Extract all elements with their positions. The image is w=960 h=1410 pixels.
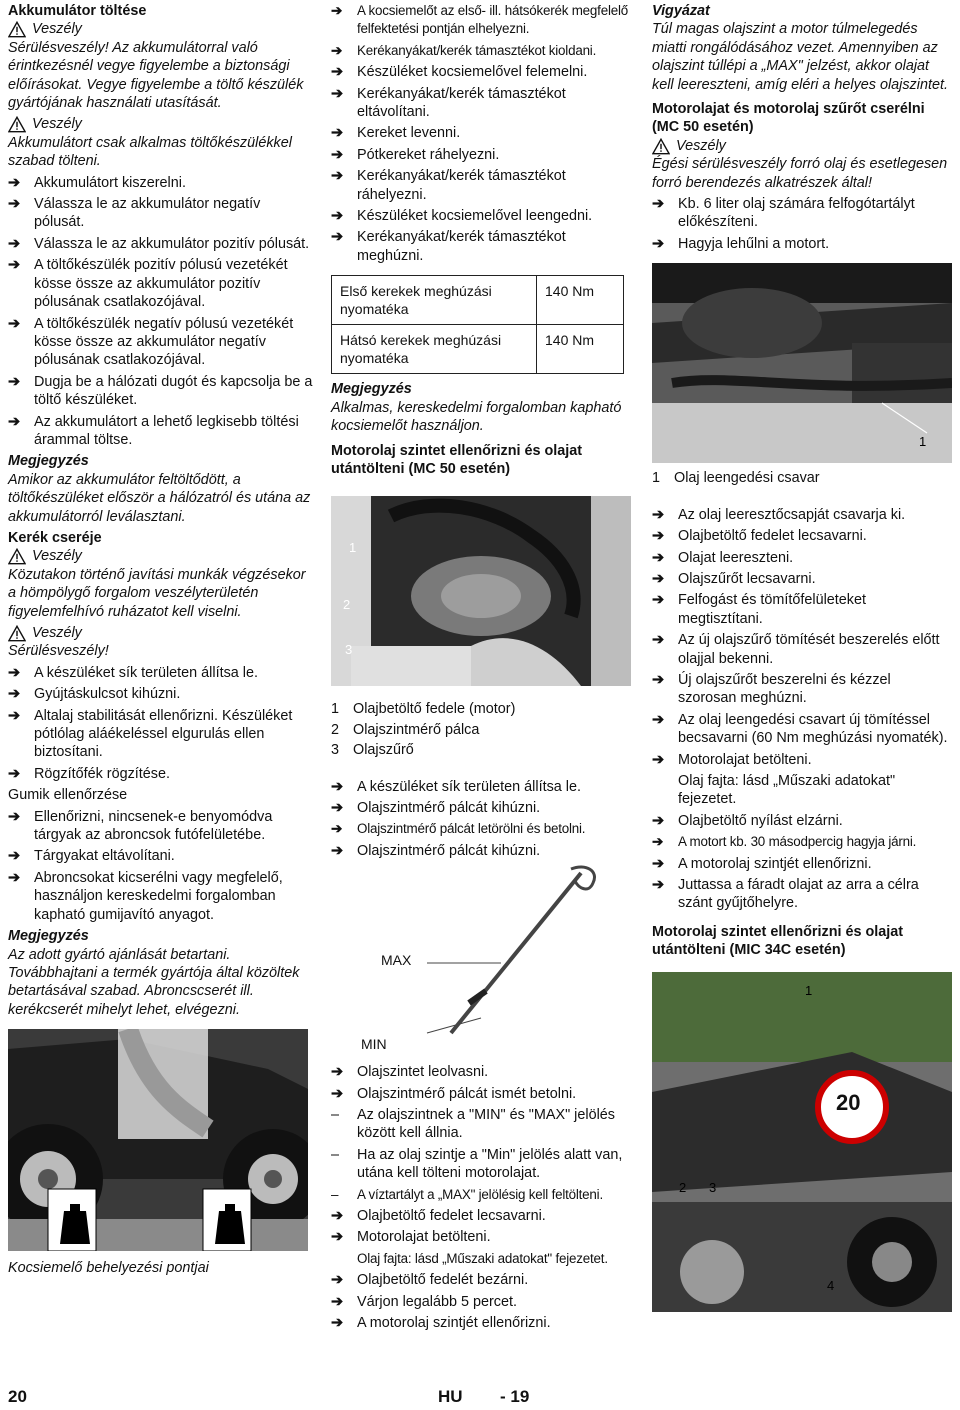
step-item: ➔ Az olaj leengedési csavart új tömítéssel becsavarni (60 Nm meghúzási nyomaték). [652, 711, 948, 747]
dipstick-illustration [331, 863, 631, 1063]
arrow-right-icon: ➔ [331, 1208, 344, 1224]
step-item: ➔ Az akkumulátort a lehető legkisebb töltési árammal töltse. [8, 413, 299, 448]
step-item: ➔ Tárgyakat eltávolítani. [8, 848, 175, 865]
step-item: ➔ A töltőkészülék pozitív pólusú vezetékét kösse össze az akkumulátor pozitív pólusának csatlakozójával. [8, 257, 288, 311]
torque-table [331, 275, 624, 374]
callout-label: 2 [679, 1179, 687, 1195]
step-item: ➔ Hagyja lehűlni a motort. [652, 235, 830, 252]
arrow-right-icon: ➔ [652, 506, 665, 523]
arrow-right-icon: ➔ [331, 821, 343, 837]
legend-item: 1 Olaj leengedési csavar [652, 470, 820, 487]
step-item: ➔ Olajszintmérő pálcát ismét betolni. [331, 1085, 577, 1102]
column-right [652, 2, 952, 1312]
photo-legend [331, 700, 633, 759]
arrow-right-icon: ➔ [331, 64, 344, 81]
step-list [331, 778, 633, 861]
step-item: ➔ Olajszűrőt lecsavarni. [652, 570, 816, 587]
min-label: MIN [361, 1036, 387, 1053]
oil-type-text: Olaj fajta: lásd „Műszaki adatokat" fejezetet. [678, 772, 896, 808]
arrow-right-icon: ➔ [652, 834, 664, 850]
underside-photo-illustration [652, 263, 952, 463]
arrow-right-icon: ➔ [652, 235, 665, 252]
table-row [332, 276, 624, 325]
max-label: MAX [381, 952, 412, 969]
caution-text: Túl magas olajszint a motor túlmelegedés miatti rongálódásához vezet. Amennyiben az olajszint túllépi a „MAX" jelzést, akkor olajat kell leereszteni, amíg eléri a helyes olajszintet. [652, 21, 948, 93]
mic-engine-photo [652, 972, 952, 1312]
step-item: ➔ Várjon legalább 5 percet. [331, 1293, 518, 1310]
arrow-right-icon: ➔ [8, 765, 21, 782]
warning-label: Veszély [8, 20, 313, 38]
arrow-right-icon: ➔ [8, 848, 21, 865]
step-list [8, 174, 313, 450]
step-item: ➔ Olajbetöltő fedelét bezárni. [331, 1272, 529, 1289]
note-heading: Megjegyzés [8, 453, 89, 470]
arrow-right-icon: ➔ [652, 549, 665, 566]
callout-label: 3 [345, 642, 353, 658]
warning-text: Sérülésveszély! [8, 643, 109, 660]
step-list [331, 2, 633, 265]
dipstick-diagram [331, 863, 631, 1063]
step-list [652, 195, 952, 253]
step-item: ➔ Az új olajszűrő tömítését beszerelés előtt olajjal bekenni. [652, 632, 940, 667]
step-item: ➔ A motorolaj szintjét ellenőrizni. [331, 1315, 551, 1332]
dash-item: – A víztartályt a „MAX" jelölésig kell feltölteni. [331, 1186, 603, 1202]
table-cell: 140 Nm [537, 325, 624, 374]
arrow-right-icon: ➔ [652, 570, 665, 587]
arrow-right-icon: ➔ [331, 229, 344, 246]
step-item: ➔ Abroncsokat kicserélni vagy megfelelő, használjon kereskedelmi forgalomban kapható gumijavító anyagot. [8, 869, 283, 923]
arrow-right-icon: ➔ [331, 1272, 344, 1289]
column-left [8, 2, 313, 1281]
table-cell: Hátsó kerekek meghúzási nyomatéka [332, 325, 537, 374]
step-item: ➔ Olajat leereszteni. [652, 549, 794, 566]
step-list [331, 1063, 633, 1332]
arrow-right-icon: ➔ [8, 808, 21, 825]
step-item: ➔ Kerékanyákat/kerék támasztékot meghúzni. [331, 229, 566, 264]
wheel-change-heading: Kerék cseréje [8, 529, 102, 546]
step-list [8, 808, 313, 924]
callout-label: 1 [919, 434, 927, 450]
arrow-right-icon: ➔ [8, 196, 21, 213]
step-item: ➔ Kb. 6 liter olaj számára felfogótartályt előkészíteni. [652, 196, 915, 231]
table-cell: 140 Nm [537, 276, 624, 325]
arrow-right-icon: ➔ [331, 1293, 344, 1310]
callout-label: 3 [709, 1179, 717, 1195]
photo-caption: Kocsiemelő behelyezési pontjai [8, 1260, 209, 1277]
arrow-right-icon: ➔ [652, 196, 665, 213]
step-item: ➔ Motorolajat betölteni. [652, 751, 812, 768]
arrow-right-icon: ➔ [331, 125, 344, 142]
arrow-right-icon: ➔ [652, 855, 665, 872]
table-cell: Első kerekek meghúzási nyomatéka [332, 276, 537, 325]
note-text: Az adott gyártó ajánlását betartani. Továbbhajtani a termék gyártója által közöltek betartásával szabad. Abroncscserét ill. kerékcserét mihelyt lehet, elvégezni. [8, 946, 300, 1018]
arrow-right-icon: ➔ [331, 42, 343, 58]
mic-photo-illustration [652, 972, 952, 1312]
warning-text: Égési sérülésveszély forró olaj és esetlegesen forró berendezés alkatrészek által! [652, 156, 948, 191]
note-heading: Megjegyzés [331, 381, 412, 398]
arrow-right-icon: ➔ [8, 315, 21, 332]
vehicle-photo-illustration [8, 1029, 308, 1251]
step-item: ➔ Készüléket kocsiemelővel leengedni. [331, 208, 593, 225]
arrow-right-icon: ➔ [8, 174, 21, 191]
tyre-check-heading: Gumik ellenőrzése [8, 787, 128, 804]
step-item: ➔ Válassza le az akkumulátor negatív pólusát. [8, 196, 261, 231]
arrow-right-icon: ➔ [331, 146, 344, 163]
callout-label: 1 [805, 982, 813, 998]
step-item: ➔ Rögzítőfék rögzítése. [8, 765, 170, 782]
step-item: ➔ A kocsiemelőt az első- ill. hátsókerék megfelelő felfektetési pontján elhelyezni. [331, 3, 628, 37]
arrow-right-icon: ➔ [331, 168, 344, 185]
battery-heading: Akkumulátor töltése [8, 3, 147, 19]
warning-triangle-icon [8, 116, 26, 133]
page-number-left: 20 [8, 1387, 27, 1406]
step-item: ➔ Új olajszűrőt beszerelni és kézzel szorosan meghúzni. [652, 671, 891, 707]
engine-photo [331, 496, 631, 686]
page-number-right: - 19 [500, 1387, 530, 1406]
note-text: Alkalmas, kereskedelmi forgalomban kapható kocsiemelőt használjon. [331, 399, 622, 435]
arrow-right-icon: ➔ [652, 711, 665, 728]
warning-label: Veszély [8, 547, 313, 565]
step-item: ➔ Kerékanyákat/kerék támasztékot ráhelyezni. [331, 168, 566, 203]
arrow-right-icon: ➔ [331, 1315, 344, 1332]
arrow-right-icon: ➔ [8, 235, 21, 252]
legend-item: 2 Olajszintmérő pálca [331, 721, 480, 738]
step-item: ➔ Olajbetöltő fedelet lecsavarni. [331, 1208, 546, 1224]
arrow-right-icon: ➔ [652, 592, 665, 609]
arrow-right-icon: ➔ [652, 812, 665, 829]
step-item: ➔ Ellenőrizni, nincsenek-e benyomódva tárgyak az abroncsok futófelületébe. [8, 808, 273, 844]
engine-photo-illustration [331, 496, 631, 686]
arrow-right-icon: ➔ [8, 257, 21, 274]
arrow-right-icon: ➔ [331, 3, 343, 18]
jack-points-photo [8, 1029, 308, 1251]
callout-label: 2 [343, 597, 351, 613]
legend-item: 1 Olajbetöltő fedele (motor) [331, 701, 516, 718]
arrow-right-icon: ➔ [652, 751, 665, 768]
step-item: ➔ Olajszintmérő pálcát kihúzni. [331, 799, 541, 816]
step-item: ➔ Olajbetöltő nyílást elzárni. [652, 812, 843, 829]
step-item: ➔ Kereket levenni. [331, 125, 461, 142]
step-item: ➔ Akkumulátort kiszerelni. [8, 174, 186, 191]
callout-label: 1 [349, 540, 357, 556]
step-item: ➔ Válassza le az akkumulátor pozitív pólusát. [8, 235, 310, 252]
photo-legend [652, 469, 952, 487]
arrow-right-icon: ➔ [652, 632, 665, 649]
oil-change-heading: Motorolajat és motorolaj szűrőt cserélni (MC 50 esetén) [652, 101, 925, 136]
step-item: ➔ Felfogást és tömítőfelületeket megtisztítani. [652, 592, 866, 627]
step-item: ➔ Olajbetöltő fedelet lecsavarni. [652, 528, 867, 545]
step-item: ➔ Olajszintet leolvasni. [331, 1064, 489, 1081]
step-item: ➔ A készüléket sík területen állítsa le. [331, 778, 581, 795]
warning-label: Veszély [652, 137, 952, 155]
step-item: ➔ Dugja be a hálózati dugót és kapcsolja be a töltő készüléket. [8, 373, 313, 409]
oil-type-text: Olaj fajta: lásd „Műszaki adatokat" fejezetet. [357, 1250, 608, 1266]
callout-label: 4 [827, 1277, 835, 1293]
warning-label: Veszély [8, 624, 313, 642]
arrow-right-icon: ➔ [8, 664, 21, 681]
note-text: Amikor az akkumulátor feltöltődött, a töltőkészüléket először a hálózatról és utána az akkumulátorról leválasztani. [8, 471, 311, 525]
arrow-right-icon: ➔ [331, 208, 344, 225]
warning-text: Sérülésveszély! Az akkumulátorral való érintkezésnél vegye figyelembe a biztonsági előírásokat. Vegye figyelembe a töltő készülék gyártójának használati utasítását. [8, 39, 304, 112]
step-item: ➔ Készüléket kocsiemelővel felemelni. [331, 64, 588, 81]
step-list [652, 506, 952, 913]
language-code: HU [438, 1387, 463, 1406]
arrow-right-icon: ➔ [331, 1229, 344, 1246]
step-item: ➔ Juttassa a fáradt olajat az arra a célra szánt gyűjtőhelyre. [652, 877, 919, 912]
arrow-right-icon: ➔ [331, 778, 344, 795]
arrow-right-icon: ➔ [8, 413, 21, 430]
mic-oil-heading: Motorolaj szintet ellenőrizni és olajat utántölteni (MIC 34C esetén) [652, 923, 904, 959]
dash-item: – Ha az olaj szintje a "Min" jelölés alatt van, utána kell tölteni motorolajat. [331, 1146, 623, 1182]
caution-heading: Vigyázat [652, 3, 710, 19]
oil-check-heading: Motorolaj szintet ellenőrizni és olajat utántölteni (MC 50 esetén) [331, 442, 583, 477]
warning-triangle-icon [8, 548, 26, 565]
step-item: ➔ A készüléket sík területen állítsa le. [8, 664, 258, 681]
arrow-right-icon: ➔ [8, 869, 21, 886]
warning-triangle-icon [8, 625, 26, 642]
arrow-right-icon: ➔ [8, 373, 21, 390]
warning-triangle-icon [652, 138, 670, 155]
warning-label: Veszély [8, 115, 313, 133]
column-middle [331, 2, 633, 1335]
arrow-right-icon: ➔ [8, 686, 21, 703]
step-item: ➔ Az olaj leeresztőcsapját csavarja ki. [652, 506, 906, 523]
legend-item: 3 Olajszűrő [331, 742, 414, 759]
arrow-right-icon: ➔ [331, 1064, 344, 1081]
drain-plug-photo [652, 263, 952, 463]
arrow-right-icon: ➔ [331, 1085, 344, 1102]
arrow-right-icon: ➔ [331, 85, 344, 102]
step-item: ➔ Olajszintmérő pálcát letörölni és betolni. [331, 820, 633, 838]
arrow-right-icon: ➔ [652, 877, 665, 893]
arrow-right-icon: ➔ [652, 671, 665, 688]
arrow-right-icon: ➔ [331, 842, 344, 859]
step-item: ➔ A töltőkészülék negatív pólusú vezetékét kösse össze az akkumulátor negatív pólusának csatlakozójával. [8, 315, 294, 369]
step-item: ➔ A motort kb. 30 másodpercig hagyja járni. [652, 833, 952, 851]
warning-text: Közutakon történő javítási munkák végzésekor a hömpölygő forgalom veszélyterületén figyelemfelhívó ruházatot kell viselni. [8, 566, 306, 620]
dash-item: – Az olajszintnek a "MIN" és "MAX" jelölés között kell állnia. [331, 1106, 615, 1142]
step-item: ➔ Kerékanyákat/kerék támasztékot eltávolítani. [331, 85, 566, 121]
speed-sign-text: 20 [836, 1089, 861, 1115]
step-item: ➔ Pótkereket ráhelyezni. [331, 146, 500, 163]
arrow-right-icon: ➔ [652, 528, 665, 545]
step-item: ➔ Motorolajat betölteni. [331, 1229, 491, 1246]
step-item: ➔ Gyújtáskulcsot kihúzni. [8, 686, 181, 703]
note-heading: Megjegyzés [8, 928, 89, 945]
arrow-right-icon: ➔ [8, 707, 21, 724]
warning-triangle-icon [8, 21, 26, 38]
step-item: ➔ Kerékanyákat/kerék támasztékot kioldani. [331, 42, 633, 60]
arrow-right-icon: ➔ [331, 799, 344, 816]
step-item: ➔ Altalaj stabilitását ellenőrizni. Készüléket pótlólag aláékeléssel elgurulás ellen biztosítani. [8, 707, 293, 761]
step-item: ➔ Olajszintmérő pálcát kihúzni. [331, 842, 541, 859]
step-list [8, 664, 313, 783]
step-item: ➔ A motorolaj szintjét ellenőrizni. [652, 855, 872, 872]
warning-text: Akkumulátort csak alkalmas töltőkészülékkel szabad tölteni. [8, 134, 292, 170]
table-row [332, 325, 624, 374]
